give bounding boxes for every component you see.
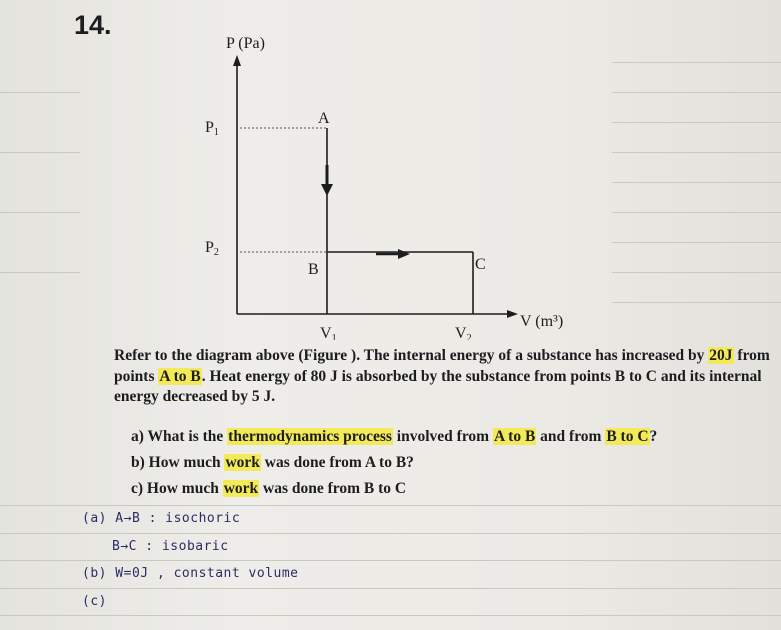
- statement-text: Refer to the diagram above (Figure ). The internal energy of a substance has increased by: [114, 347, 709, 364]
- question-text: ?: [649, 428, 658, 445]
- y-axis-label: P (Pa): [226, 35, 265, 52]
- ruled-line: [0, 588, 781, 589]
- question-b: [131, 454, 414, 472]
- question-text: and from: [536, 428, 606, 445]
- svg-text:V2: V2: [455, 325, 472, 340]
- question-text: was done from A to B?: [260, 454, 414, 471]
- ruled-line: [0, 615, 781, 616]
- v1-label: [320, 325, 337, 340]
- ruled-line: [0, 533, 781, 534]
- svg-text:P2: P2: [205, 239, 219, 258]
- highlight-process: thermodynamics process: [228, 428, 392, 445]
- question-text: involved from: [392, 428, 493, 445]
- handwritten-answer-a2: B→C : isobaric: [112, 539, 229, 554]
- highlight-a-to-b: A to B: [493, 428, 536, 445]
- point-c-label: C: [475, 256, 486, 273]
- x-axis-label: V (m³): [520, 313, 564, 330]
- x-axis-arrow-icon: [507, 310, 518, 318]
- question-text: c) How much: [131, 480, 223, 497]
- statement-text: from points: [114, 347, 770, 385]
- problem-statement: [114, 346, 774, 408]
- highlight-b-to-c: B to C: [606, 428, 649, 445]
- ruled-line: [0, 505, 781, 506]
- down-arrow-icon: [321, 184, 333, 196]
- statement-text: . Heat energy of 80 J is absorbed by the substance from points B to C and its internal energy decreased by 5 J.: [114, 367, 762, 405]
- question-number: 14.: [74, 10, 112, 40]
- v2-label: [455, 325, 472, 340]
- handwritten-answer-c: (c): [82, 594, 107, 609]
- p2-label: [205, 239, 219, 258]
- handwritten-answer-b: (b) W=0J , constant volume: [82, 566, 299, 581]
- question-c: [131, 480, 406, 498]
- question-text: b) How much: [131, 454, 225, 471]
- svg-text:P1: P1: [205, 119, 219, 138]
- ruled-line: [0, 560, 781, 561]
- p1-label: [205, 119, 219, 138]
- question-text: a) What is the: [131, 428, 228, 445]
- handwritten-answer-a1: (a) A→B : isochoric: [82, 511, 241, 526]
- highlight-20j: 20J: [709, 347, 733, 364]
- right-arrow-icon: [398, 249, 410, 259]
- highlight-work: work: [225, 454, 260, 471]
- question-a: [131, 428, 657, 446]
- point-b-label: B: [308, 261, 319, 278]
- y-axis-arrow-icon: [233, 55, 241, 66]
- question-text: was done from B to C: [259, 480, 407, 497]
- point-a-label: A: [318, 110, 330, 127]
- highlight-a-to-b: A to B: [159, 367, 201, 385]
- highlight-work: work: [223, 480, 259, 497]
- svg-text:V1: V1: [320, 325, 337, 340]
